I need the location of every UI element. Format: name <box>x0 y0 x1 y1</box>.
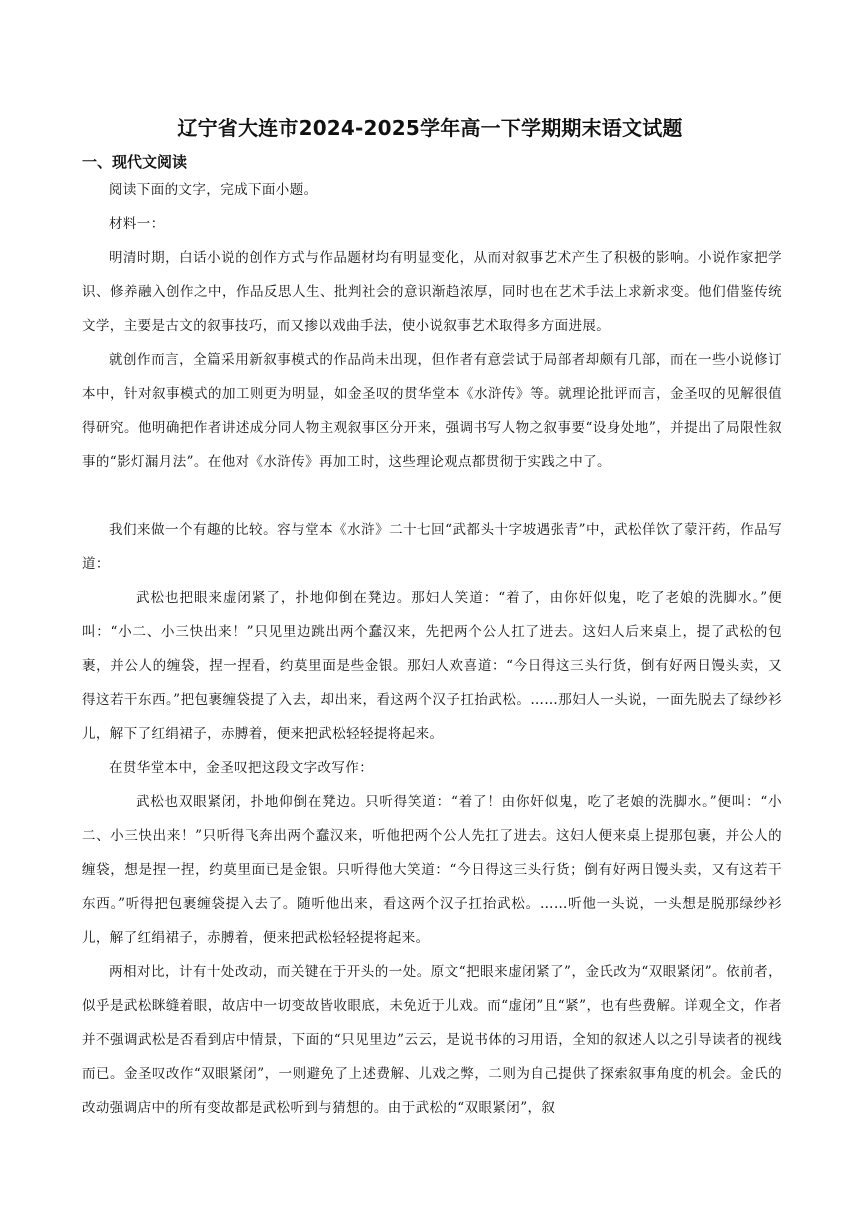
body-paragraph: 就创作而言，全篇采用新叙事模式的作品尚未出现，但作者有意尝试于局部者却颇有几部，而在一些小说修订本中，针对叙事模式的加工则更为明显，如金圣叹的贯华堂本《水浒传》等。就理论批评而言，金圣叹的见解很值得研究。他明确把作者讲述成分同人物主观叙事区分开来，强调书写人物之叙事要“设身处地”，并提出了局限性叙事的“影灯漏月法”。在他对《水浒传》再加工时，这些理论观点都贯彻于实践之中了。 <box>82 352 782 470</box>
document-title: 辽宁省大连市2024-2025学年高一下学期期末语文试题 <box>177 116 683 140</box>
body-paragraph: 明清时期，白话小说的创作方式与作品题材均有明显变化，从而对叙事艺术产生了积极的影响。小说作家把学识、修养融入创作之中，作品反思人生、批判社会的意识渐趋浓厚，同时也在艺术手法上求新求变。他们借鉴传统文学，主要是古文的叙事技巧，而又掺以戏曲手法，使小说叙事艺术取得多方面进展。 <box>82 250 782 334</box>
material-label: 材料一： <box>109 216 165 232</box>
instruction-paragraph: 阅读下面的文字，完成下面小题。 <box>109 182 318 198</box>
body-paragraph: 我们来做一个有趣的比较。容与堂本《水浒》二十七回“武都头十字坡遇张青”中，武松佯饮了蒙汗药，作品写道： <box>82 522 782 572</box>
section-heading: 一、现代文阅读 <box>82 153 188 171</box>
body-paragraph: 在贯华堂本中，金圣叹把这段文字改写作： <box>109 760 374 776</box>
quoted-passage: 武松也双眼紧闭，扑地仰倒在凳边。只听得笑道：“着了！由你奸似鬼，吃了老娘的洗脚水。”便叫：“小二、小三快出来！”只听得飞奔出两个蠢汉来，听他把两个公人先扛了进去。这妇人便来桌上提那包裹，并公人的缠袋，想是捏一捏，约莫里面已是金银。只听得他大笑道：“今日得这三头行货；倒有好两日馒头卖，又有这若干东西。”听得把包裹缠袋提入去了。随听他出来，看这两个汉子扛抬武松。……听他一头说，一头想是脱那绿纱衫儿，解了红绢裙子，赤膊着，便来把武松轻轻提将起来。 <box>82 794 782 946</box>
quoted-passage: 武松也把眼来虚闭紧了，扑地仰倒在凳边。那妇人笑道：“着了，由你奸似鬼，吃了老娘的洗脚水。”便叫：“小二、小三快出来！”只见里边跳出两个蠢汉来，先把两个公人扛了进去。这妇人后来桌上，提了武松的包裹，并公人的缠袋，捏一捏看，约莫里面是些金银。那妇人欢喜道：“今日得这三头行货，倒有好两日馒头卖，又得这若干东西。”把包裹缠袋提了入去，却出来，看这两个汉子扛抬武松。……那妇人一头说，一面先脱去了绿纱衫儿，解下了红绢裙子，赤膊着，便来把武松轻轻提将起来。 <box>82 590 782 742</box>
body-paragraph: 两相对比，计有十处改动，而关键在于开头的一处。原文“把眼来虚闭紧了”，金氏改为“双眼紧闭”。依前者，似乎是武松眯缝着眼，故店中一切变故皆收眼底，未免近于儿戏。而“虚闭”且“紧”，也有些费解。详观全文，作者并不强调武松是否看到店中情景，下面的“只见里边”云云，是说书体的习用语，全知的叙述人以之引导读者的视线而已。金圣叹改作“双眼紧闭”，一则避免了上述费解、儿戏之弊，二则为自己提供了探索叙事角度的机会。金氏的改动强调店中的所有变故都是武松听到与猜想的。由于武松的“双眼紧闭”，叙 <box>82 964 782 1116</box>
